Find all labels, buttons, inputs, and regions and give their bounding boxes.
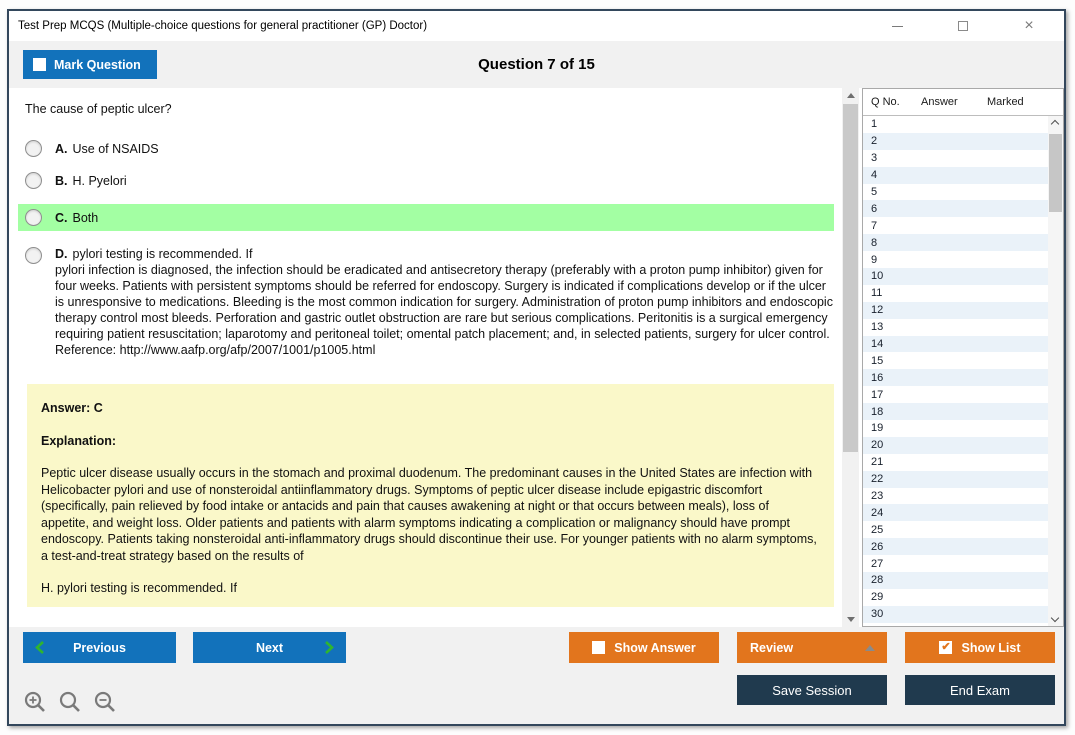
minimize-button[interactable] [886, 16, 908, 36]
option-a[interactable] [25, 140, 834, 157]
answer-explanation-panel [27, 384, 834, 607]
end-exam-button[interactable] [905, 675, 1055, 705]
zoom-reset-icon[interactable] [58, 690, 82, 714]
footer-bar [9, 627, 1064, 724]
save-session-button[interactable] [737, 675, 887, 705]
option-b-letter: B. [55, 173, 68, 188]
show-answer-checkbox[interactable] [592, 641, 605, 654]
question-row[interactable]: 18 [863, 403, 1048, 420]
maximize-button[interactable] [952, 16, 974, 36]
review-button[interactable] [737, 632, 887, 663]
mark-question-checkbox[interactable] [33, 58, 46, 71]
end-exam-label: End Exam [950, 682, 1010, 698]
question-row[interactable]: 2 [863, 133, 1048, 150]
next-button[interactable] [193, 632, 346, 663]
question-row[interactable]: 21 [871, 456, 884, 469]
next-label: Next [255, 640, 284, 655]
question-list-rows [863, 116, 1048, 626]
question-row[interactable]: 16 [863, 369, 1048, 386]
question-row[interactable]: 23 [871, 490, 884, 503]
option-d-text: pylori testing is recommended. If [72, 247, 253, 261]
option-d-radio[interactable] [25, 247, 42, 264]
window-title: Test Prep MCQS (Multiple-choice questions for general practitioner (GP) Doctor) [18, 20, 428, 32]
option-d-letter: D. [55, 247, 68, 261]
question-text: The cause of peptic ulcer? [25, 102, 172, 116]
zoom-controls [23, 690, 117, 714]
mark-question-label: Mark Question [54, 57, 141, 72]
option-b-text: H. Pyelori [72, 173, 127, 188]
question-row[interactable]: 29 [871, 591, 884, 604]
question-row[interactable]: 24 [863, 504, 1048, 521]
question-row[interactable]: 9 [871, 253, 878, 266]
show-answer-button[interactable] [569, 632, 719, 663]
zoom-out-icon[interactable] [93, 690, 117, 714]
question-row[interactable]: 10 [863, 268, 1048, 285]
show-list-label: Show List [961, 640, 1021, 655]
chevron-left-icon [35, 641, 44, 654]
save-session-label: Save Session [772, 682, 852, 698]
close-icon: × [1024, 17, 1034, 34]
option-c-letter: C. [55, 210, 68, 225]
question-row[interactable]: 4 [863, 167, 1048, 184]
question-row[interactable]: 19 [871, 422, 884, 435]
review-label: Review [750, 640, 794, 655]
option-b-radio[interactable] [25, 172, 42, 189]
dropdown-up-arrow-icon [865, 645, 875, 651]
question-row[interactable]: 1 [871, 118, 878, 131]
option-c-radio[interactable] [25, 209, 42, 226]
show-list-button[interactable] [905, 632, 1055, 663]
explanation-text: Peptic ulcer disease usually occurs in the stomach and proximal duodenum. The predominant causes in the United States are infection with Helicobacter pylori and use of nonsteroidal antiinflammatory drugs. Symptoms of peptic ulcer disease include epigastric discomfort (specifically, pain relieved by food intake or antacids and pain that causes awakening at night or that occurs between meals), loss of appetite, and weight loss. Older patients and patients with alarm symptoms indicating a complication or malignancy should have prompt endoscopy. Patients taking nonsteroidal anti-inflammatory drugs should discontinue their use. For younger patients with no alarm symptoms, a test-and-treat strategy based on the results of [41, 466, 817, 563]
option-a-radio[interactable] [25, 140, 42, 157]
previous-button[interactable] [23, 632, 176, 663]
question-row[interactable]: 30 [863, 606, 1048, 623]
question-row[interactable]: 17 [871, 388, 884, 401]
question-row[interactable]: 12 [863, 302, 1048, 319]
zoom-in-icon[interactable] [23, 690, 47, 714]
explanation-overflow-text: H. pylori testing is recommended. If [41, 581, 237, 595]
minimize-icon [892, 26, 903, 27]
title-bar [9, 11, 1064, 41]
option-d-reference: Reference: http://www.aafp.org/afp/2007/1001/p1005.html [55, 343, 376, 357]
option-b[interactable] [25, 172, 834, 189]
question-row[interactable]: 28 [863, 572, 1048, 589]
explanation-heading: Explanation: [41, 433, 117, 448]
question-row[interactable]: 27 [871, 557, 884, 570]
previous-label: Previous [73, 640, 126, 655]
scroll-up-button[interactable] [842, 88, 859, 103]
col-header-answer: Answer [921, 96, 958, 108]
mark-question-button[interactable] [23, 50, 157, 79]
scroll-down-button[interactable] [842, 612, 859, 627]
question-list-header [863, 89, 1063, 116]
scroll-down-icon [847, 617, 855, 622]
option-d[interactable] [25, 246, 834, 358]
header-strip [9, 41, 1064, 88]
content-scrollbar[interactable] [842, 88, 859, 627]
option-a-text: Use of NSAIDS [72, 141, 159, 156]
col-header-qno: Q No. [871, 96, 900, 108]
question-row[interactable]: 8 [863, 234, 1048, 251]
question-row[interactable]: 5 [871, 186, 878, 198]
scroll-up-icon [847, 93, 855, 98]
question-row[interactable]: 25 [871, 523, 884, 536]
maximize-icon [958, 21, 968, 31]
col-header-marked: Marked [987, 96, 1024, 108]
question-row[interactable]: 26 [863, 538, 1048, 555]
option-d-continuation: pylori infection is diagnosed, the infection should be eradicated and antisecretory therapy (preferably with a proton pump inhibitor) given for four weeks. Patients with persistent symptoms should be referred for endoscopy. Surgery is indicated if complications develop or if the ulcer is unresponsive to medications. Bleeding is the most common indication for surgery. Administration of proton pump inhibitors and endoscopic therapy control most bleeds. Perforation and gastric outlet obstruction are rare but serious complications. Peritonitis is a surgical emergency requiring patient resuscitation; laparotomy and peritoneal toilet; omental patch placement; and, in selected patients, surgery for ulcer control. [55, 263, 833, 341]
option-c[interactable] [18, 204, 834, 231]
question-counter: Question 7 of 15 [478, 56, 595, 73]
question-list-panel [862, 88, 1064, 627]
window-controls [886, 16, 1064, 36]
app-window [7, 9, 1066, 726]
list-scroll-up-icon[interactable] [1051, 120, 1059, 128]
answer-value: Answer: C [41, 401, 103, 415]
question-list-scrollbar-thumb[interactable] [1049, 134, 1062, 212]
list-scroll-down-icon[interactable] [1051, 614, 1059, 622]
question-row[interactable]: 14 [863, 336, 1048, 353]
question-row[interactable]: 22 [863, 471, 1048, 488]
check-icon: ✔ [941, 641, 951, 653]
question-row[interactable]: 7 [871, 219, 878, 232]
option-c-text: Both [72, 210, 99, 225]
question-row[interactable]: 15 [871, 354, 884, 367]
question-row[interactable]: 20 [863, 437, 1048, 454]
chevron-right-icon [325, 641, 334, 654]
content-scrollbar-thumb[interactable] [843, 104, 858, 452]
option-a-letter: A. [55, 141, 68, 156]
question-row[interactable]: 13 [871, 321, 884, 334]
question-row[interactable]: 11 [871, 287, 883, 300]
question-area [9, 88, 842, 627]
question-row[interactable]: 6 [863, 200, 1048, 217]
close-button[interactable] [1018, 16, 1040, 36]
question-list-scrollbar[interactable] [1048, 116, 1063, 626]
question-row[interactable]: 3 [871, 152, 878, 165]
show-list-checkbox[interactable] [939, 641, 952, 654]
show-answer-label: Show Answer [614, 640, 696, 655]
